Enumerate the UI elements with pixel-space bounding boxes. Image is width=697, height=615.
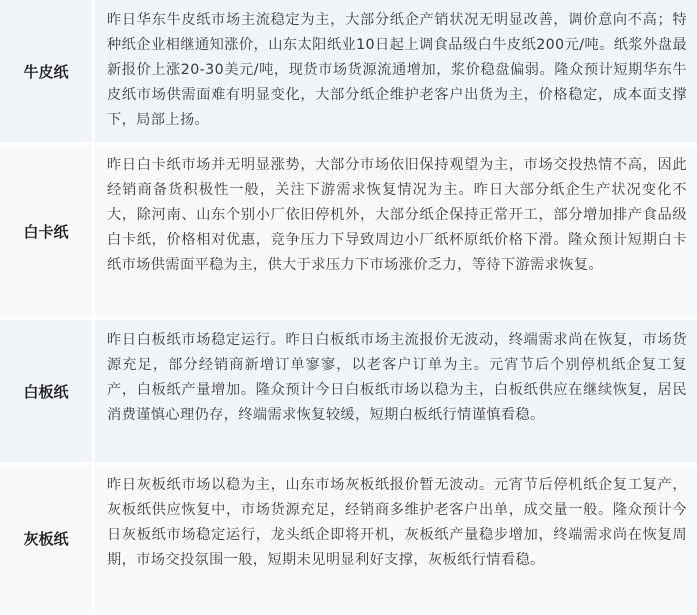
row-commentary: 昨日白卡纸市场并无明显涨势，大部分市场依旧保持观望为主，市场交投热情不高，因此经销商备货积极性一般，关注下游需求恢复情况为主。昨日大部分纸企生产状况变化不大，除河南、山东个别小厂依旧停机外，大部分纸企保持正常开工，部分增加排产食品级白卡纸，价格相对优惠，竞争压力下导致周边小厂纸杯原纸价格下滑。隆众预计短期白卡纸市场供需面平稳为主，供大于求压力下市场涨价乏力，等待下游需求恢复。: [95, 145, 697, 317]
table-row-white-board: [0, 320, 697, 465]
row-label: 白卡纸: [0, 145, 95, 317]
table-row-grey-board: [0, 465, 697, 615]
row-commentary: 昨日华东牛皮纸市场主流稳定为主，大部分纸企产销状况无明显改善，调价意向不高；特种纸企业相继通知涨价，山东太阳纸业10日起上调食品级白牛皮纸200元/吨。纸浆外盘最新报价上涨20-30美元/吨，现货市场货源流通增加，浆价稳盘偏弱。隆众预计短期华东牛皮纸市场供需面难有明显变化，大部分纸企维护老客户出货为主，价格稳定，成本面支撑下，局部上扬。: [95, 0, 697, 142]
row-label: 白板纸: [0, 320, 95, 462]
table-row-kraft-paper: [0, 0, 697, 145]
row-label: 牛皮纸: [0, 0, 95, 142]
row-label: 灰板纸: [0, 465, 95, 612]
row-commentary: 昨日白板纸市场稳定运行。昨日白板纸市场主流报价无波动，终端需求尚在恢复，市场货源充足，部分经销商新增订单寥寥，以老客户订单为主。元宵节后个别停机纸企复工复产，白板纸产量增加。隆众预计今日白板纸市场以稳为主，白板纸供应在继续恢复，居民消费谨慎心理仍存，终端需求恢复较缓，短期白板纸行情谨慎看稳。: [95, 320, 697, 462]
table-row-white-card: [0, 145, 697, 320]
row-commentary: 昨日灰板纸市场以稳为主，山东市场灰板纸报价暂无波动。元宵节后停机纸企复工复产，灰板纸供应恢复中，市场货源充足，经销商多维护老客户出单，成交量一般。隆众预计今日灰板纸市场稳定运行，龙头纸企即将开机，灰板纸产量稳步增加，终端需求尚在恢复周期，市场交投氛围一般，短期未见明显利好支撑，灰板纸行情看稳。: [95, 465, 697, 612]
